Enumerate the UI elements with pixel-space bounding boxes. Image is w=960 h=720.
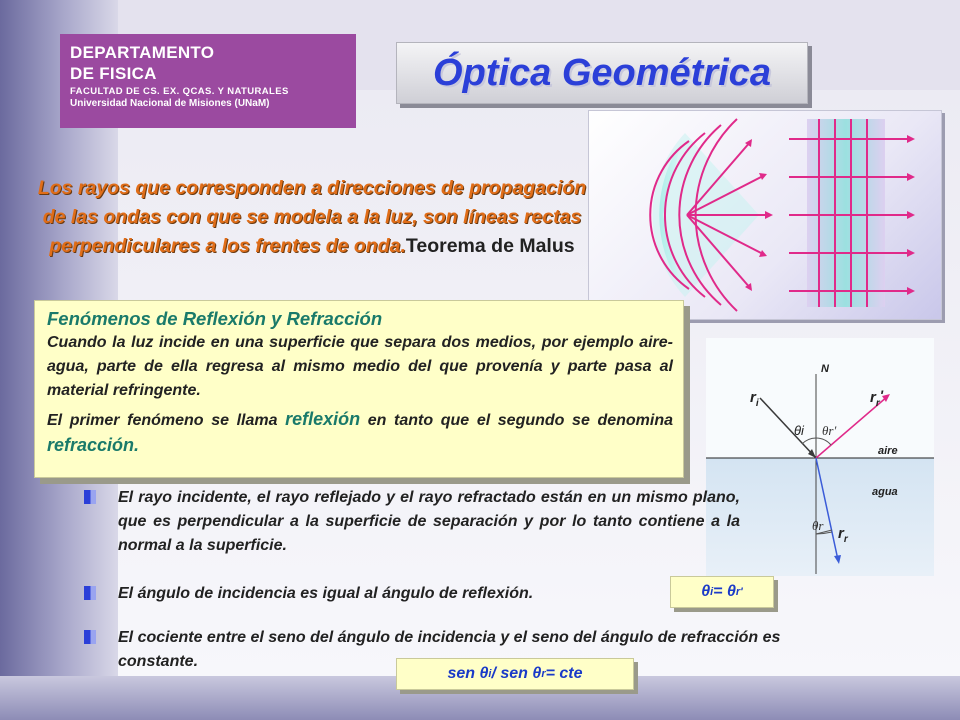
label-rr-prime: $r_r'$ bbox=[870, 387, 884, 409]
label-theta-i: θi bbox=[794, 423, 804, 438]
label-agua: agua bbox=[872, 486, 898, 498]
department-faculty: FACULTAD DE CS. EX. QCAS. Y NATURALES bbox=[70, 86, 289, 97]
label-normal: N bbox=[821, 363, 829, 375]
department-line2: DE FISICA bbox=[70, 64, 157, 83]
bullet-text-2: El ángulo de incidencia es igual al ángulo de reflexión. bbox=[118, 585, 534, 602]
label-theta-rp: θr' bbox=[822, 423, 837, 438]
bullet-text-1: El rayo incidente, el rayo reflejado y el rayo refractado están en un mismo plano, que es perpendicular a la superficie de separación y por lo tanto contiene a la normal a la superficie. bbox=[118, 489, 740, 554]
department-box bbox=[60, 34, 356, 128]
box-heading: Fenómenos de Reflexión y Refracción bbox=[47, 308, 383, 329]
term-refraccion: refracción. bbox=[47, 435, 140, 455]
formula-snell: sen θ i / sen θ r = cte bbox=[396, 658, 634, 690]
air-region bbox=[706, 338, 934, 458]
label-r-refracted: $r_r$ bbox=[838, 525, 848, 545]
label-ri: $r_i$ bbox=[750, 389, 759, 409]
department-university: Universidad Nacional de Misiones (UNaM) bbox=[70, 98, 270, 109]
bullet-marker-2 bbox=[84, 586, 96, 600]
bullet-text-3: El cociente entre el seno del ángulo de incidencia y el seno del ángulo de refracción es constante. bbox=[118, 629, 781, 670]
refraction-diagram bbox=[706, 338, 934, 576]
box-paragraph-1: Cuando la luz incide en una superficie que separa dos medios, por ejemplo aire-agua, parte de ella regresa al mismo medio del que provenía y parte pasa al material refringente. bbox=[47, 334, 673, 399]
label-theta-r: θr bbox=[812, 518, 824, 533]
box-p2-b: en tanto que el segundo se denomina bbox=[360, 412, 674, 429]
reflection-refraction-box bbox=[34, 300, 684, 478]
department-line1: DEPARTAMENTO bbox=[70, 43, 215, 62]
intro-paragraph bbox=[34, 174, 590, 261]
intro-text: Los rayos que corresponden a direcciones de propagación de las ondas con que se modela a la luz, son líneas rectas perpendiculares a los frentes de onda. bbox=[37, 177, 587, 257]
term-reflexion: reflexión bbox=[285, 409, 361, 429]
box-paragraph-2 bbox=[47, 407, 673, 459]
plane-ray-heads bbox=[907, 135, 915, 295]
wavefront-figure bbox=[588, 110, 942, 320]
page-title: Óptica Geométrica bbox=[433, 51, 771, 94]
label-aire: aire bbox=[878, 445, 898, 457]
refraction-figure bbox=[706, 338, 934, 576]
malus-theorem: Teorema de Malus bbox=[405, 235, 575, 257]
bullet-marker-1 bbox=[84, 490, 96, 504]
box-p2-a: El primer fenómeno se llama bbox=[47, 412, 286, 429]
wavefront-illustration bbox=[589, 111, 941, 319]
bullet-marker-3 bbox=[84, 630, 96, 644]
title-box bbox=[396, 42, 808, 104]
formula-reflection: θ i = θ r ' bbox=[670, 576, 774, 608]
